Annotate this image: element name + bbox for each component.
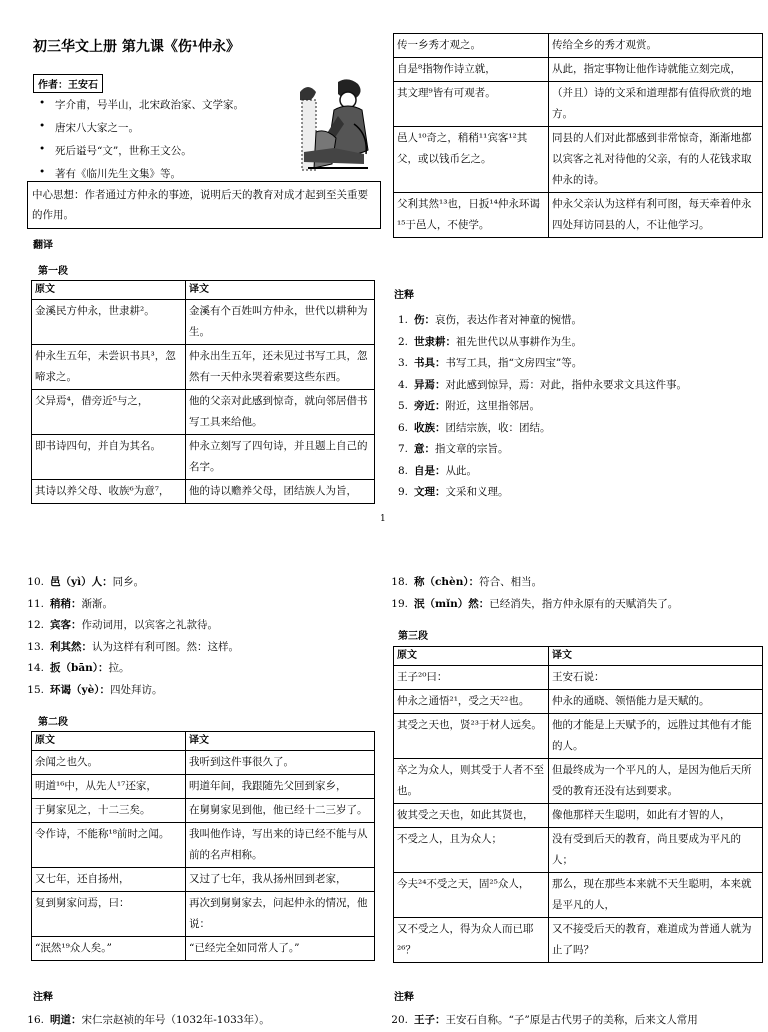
table-row [32,799,375,823]
note-term: 王子： [414,1014,446,1026]
note-term: 书具： [414,357,446,369]
para3-heading: 第三段 [398,631,428,642]
table-header-row [32,732,375,751]
table-header-row [394,647,763,666]
note-item [386,353,756,375]
note-definition: 哀伤，表达作者对神童的惋惜。 [435,314,582,326]
cell-original: 令作诗，不能称¹⁸前时之闻。 [32,823,186,868]
note-term: 利其然： [50,640,92,653]
cell-original: 又七年，还自扬州， [32,868,186,892]
note-term: 扳（bān）： [50,662,109,674]
note-number: 16. [27,1014,44,1026]
header-original: 原文 [32,281,186,300]
note-term: 异焉： [414,378,446,391]
note-number: 13. [27,640,44,653]
table-row [32,751,375,775]
cell-original: 仲永生五年，未尝识书具³，忽啼求之。 [32,345,186,390]
note-item [386,1010,768,1032]
note-term: 收族： [414,421,446,434]
note-definition: 从此。 [445,464,477,477]
cell-original: 其文理⁹皆有可观者。 [394,82,549,127]
cell-translation: 再次到舅舅家去，问起仲永的情况，他说： [186,892,375,937]
table-row [32,868,375,892]
note-item [22,658,382,680]
note-number: 9. [397,486,408,498]
portrait-drawing [298,72,376,180]
page-title: 初三华文上册 第九课《伤¹仲永》 [33,39,241,55]
note-term: 世隶耕： [414,335,456,348]
thesis-box: 中心思想：作者通过方仲永的事迹，说明后天的教育对成才起到至关重要的作用。 [27,181,381,229]
note-term: 意： [414,443,435,455]
cell-original: 父利其然¹³也，日扳¹⁴仲永环谒¹⁵于邑人，不使学。 [394,193,549,238]
note-definition: 祖先世代以从事耕作为生。 [456,335,582,348]
note-term: 稍稍： [50,597,82,610]
cell-original: 不受之人，且为众人； [394,828,549,873]
note-definition: 渐渐。 [81,597,113,610]
note-item [386,439,756,461]
note-number: 7. [397,443,408,455]
table-row [32,345,375,390]
author-fact: • 死后谥号“文”，世称王文公。 [55,143,380,158]
header-translation: 译文 [186,281,375,300]
cell-original: 余闻之也久。 [32,751,186,775]
note-definition: 指文章的宗旨。 [435,443,509,455]
cell-original: 金溪民方仲永，世隶耕²。 [32,300,186,345]
cell-translation: 他的诗以赡养父母，团结族人为旨， [186,480,375,504]
cell-translation: 那么，现在那些本来就不天生聪明，本来就是平凡的人， [549,873,763,918]
table-row [394,34,763,58]
author-fact: • 字介甫，号半山，北宋政治家、文学家。 [55,97,380,112]
cell-translation: 仲永立刻写了四句诗，并且题上自己的名字。 [186,435,375,480]
cell-translation: 在舅舅家见到他，他已经十二三岁了。 [186,799,375,823]
para2-table [31,731,375,961]
cell-translation: 他的才能是上天赋予的，远胜过其他有才能的人。 [549,714,763,759]
note-definition: 附近，这里指邻居。 [445,400,540,412]
translation-heading: 翻译 [33,240,53,251]
cell-translation: “已经完全如同常人了。” [186,937,375,961]
cell-translation: 我叫他作诗，写出来的诗已经不能与从前的名声相称。 [186,823,375,868]
note-number: 8. [397,464,408,477]
note-item [22,1010,382,1032]
cell-translation: 但最终成为一个平凡的人，是因为他后天所受的教育还没有达到要求。 [549,759,763,804]
cell-translation: 像他那样天生聪明，如此有才智的人， [549,804,763,828]
cell-original: 卒之为众人，则其受于人者不至也。 [394,759,549,804]
note-term: 宾客： [50,619,82,631]
table-row [32,937,375,961]
cell-original: 即书诗四句，并自为其名。 [32,435,186,480]
cell-original: 父异焉⁴，借旁近⁵与之， [32,390,186,435]
note-item [386,375,756,397]
note-term: 称（chèn）： [414,576,480,588]
cell-original: 王子²⁰曰： [394,666,549,690]
note-number: 5. [397,400,408,412]
note-item [386,310,756,332]
table-row [32,435,375,480]
cell-original: 复到舅家问焉，曰： [32,892,186,937]
note-number: 19. [391,597,408,610]
note-definition: 文采和义理。 [445,486,509,498]
cell-original: 传一乡秀才观之。 [394,34,549,58]
note-item [386,418,756,440]
note-definition: 拉。 [108,662,130,674]
note-item [22,572,382,594]
cell-translation: 我听到这件事很久了。 [186,751,375,775]
cell-translation: 他的父亲对此感到惊奇，就向邻居借书写工具来给他。 [186,390,375,435]
cell-translation: 王安石说： [549,666,763,690]
note-term: 环谒（yè）： [50,683,111,696]
note-number: 3. [397,357,408,369]
note-item [386,594,756,616]
note-item [386,482,756,504]
table-row [32,823,375,868]
notes-heading-3: 注释 [394,992,414,1003]
table-row [394,690,763,714]
note-definition: 同乡。 [112,576,145,588]
note-definition: 已经消失，指方仲永原有的天赋消失了。 [489,597,679,610]
note-definition: 团结宗族，收：团结。 [445,421,551,434]
table-row [32,390,375,435]
cell-translation: （并且）诗的文采和道理都有值得欣赏的地方。 [549,82,763,127]
table-row [394,828,763,873]
cell-original: 其受之天也，贤²³于材人远矣。 [394,714,549,759]
cell-original: 自是⁸指物作诗立就， [394,58,549,82]
note-term: 明道： [50,1014,82,1026]
table-row [32,775,375,799]
notes-heading: 注释 [394,290,414,301]
cell-original: 又不受之人，得为众人而已耶²⁶？ [394,918,549,963]
note-item [22,680,382,702]
header-translation: 译文 [186,732,375,751]
header-original: 原文 [32,732,186,751]
notes-heading-2: 注释 [33,992,53,1003]
notes-list-b [22,572,382,701]
note-item [386,572,756,594]
note-number: 18. [391,576,408,588]
para1-cont-table [393,33,763,238]
notes-list-d [22,1010,382,1032]
note-definition: 王安石自称。“子”原是古代男子的美称，后来文人常用 [445,1014,698,1026]
note-definition: 对此感到惊异，焉：对此，指仲永要求文具这件事。 [445,378,687,391]
para1-heading: 第一段 [38,266,68,277]
note-number: 4. [397,378,408,391]
note-item [386,332,756,354]
author-portrait-illustration [298,72,376,180]
note-number: 15. [27,683,44,696]
para3-table [393,646,763,963]
table-row [394,714,763,759]
author-label: 作者：王安石 [33,74,103,93]
note-definition: 书写工具，指“文房四宝”等。 [445,357,583,369]
para1-table [31,280,375,504]
note-term: 邑（yì）人： [50,576,113,588]
cell-original: 于舅家见之，十二三矣。 [32,799,186,823]
table-row [32,300,375,345]
table-row [32,892,375,937]
cell-translation: 仲永父亲认为这样有利可图，每天牵着仲永四处拜访同县的人，不让他学习。 [549,193,763,238]
cell-translation: 明道年间，我跟随先父回到家乡， [186,775,375,799]
note-number: 20. [391,1014,408,1026]
table-row [394,666,763,690]
note-definition: 符合、相当。 [479,576,543,588]
notes-list-e [386,1010,768,1032]
table-row [32,480,375,504]
cell-translation: 金溪有个百姓叫方仲永，世代以耕种为生。 [186,300,375,345]
note-number: 1. [397,314,408,326]
note-number: 14. [27,662,44,674]
cell-original: 今夫²⁴不受之天，固²⁵众人， [394,873,549,918]
note-term: 文理： [414,486,446,498]
header-original: 原文 [394,647,549,666]
table-row [394,58,763,82]
page-number: 1 [380,514,386,524]
cell-translation: 传给全乡的秀才观赏。 [549,34,763,58]
note-item [386,461,756,483]
cell-original: 邑人¹⁰奇之，稍稍¹¹宾客¹²其父，或以钱币乞之。 [394,127,549,193]
cell-translation: 仲永的通晓、领悟能力是天赋的。 [549,690,763,714]
note-definition: 四处拜访。 [110,683,163,696]
table-row [394,804,763,828]
note-term: 旁近： [414,400,446,412]
author-fact: • 著有《临川先生文集》等。 [55,166,380,181]
cell-original: 明道¹⁶中，从先人¹⁷还家， [32,775,186,799]
cell-original: 仲永之通悟²¹，受之天²²也。 [394,690,549,714]
notes-list-c [386,572,756,615]
note-number: 11. [27,597,44,610]
note-number: 10. [27,576,44,588]
note-number: 6. [397,421,408,434]
table-row [394,759,763,804]
header-translation: 译文 [549,647,763,666]
note-item [386,396,756,418]
cell-original: 彼其受之天也，如此其贤也， [394,804,549,828]
notes-list-a [386,310,756,504]
table-row [394,918,763,963]
note-item [22,637,382,659]
table-row [394,127,763,193]
table-header-row [32,281,375,300]
note-term: 伤： [414,314,435,326]
cell-translation: 又不接受后天的教育，难道成为普通人就为止了吗？ [549,918,763,963]
note-definition: 作动词用，以宾客之礼款待。 [81,619,218,631]
note-definition: 宋仁宗赵祯的年号（1032年-1033年）。 [81,1014,270,1026]
cell-translation: 从此，指定事物让他作诗就能立刻完成， [549,58,763,82]
note-term: 自是： [414,464,446,477]
cell-translation: 没有受到后天的教育，尚且要成为平凡的人； [549,828,763,873]
cell-translation: 仲永出生五年，还未见过书写工具，忽然有一天仲永哭着索要这些东西。 [186,345,375,390]
note-term: 泯（mǐn）然： [414,597,490,610]
note-number: 12. [27,619,44,631]
note-item [22,594,382,616]
cell-original: “泯然¹⁹众人矣。” [32,937,186,961]
note-item [22,615,382,637]
cell-translation: 同县的人们对此都感到非常惊奇，渐渐地都以宾客之礼对待他的父亲，有的人花钱求取仲永的诗。 [549,127,763,193]
table-row [394,82,763,127]
note-number: 2. [397,335,408,348]
cell-translation: 又过了七年，我从扬州回到老家， [186,868,375,892]
cell-original: 其诗以养父母、收族⁶为意⁷， [32,480,186,504]
para2-heading: 第二段 [38,717,68,728]
author-fact: • 唐宋八大家之一。 [55,120,380,135]
table-row [394,193,763,238]
table-row [394,873,763,918]
note-definition: 认为这样有利可图。然：这样。 [92,640,239,653]
